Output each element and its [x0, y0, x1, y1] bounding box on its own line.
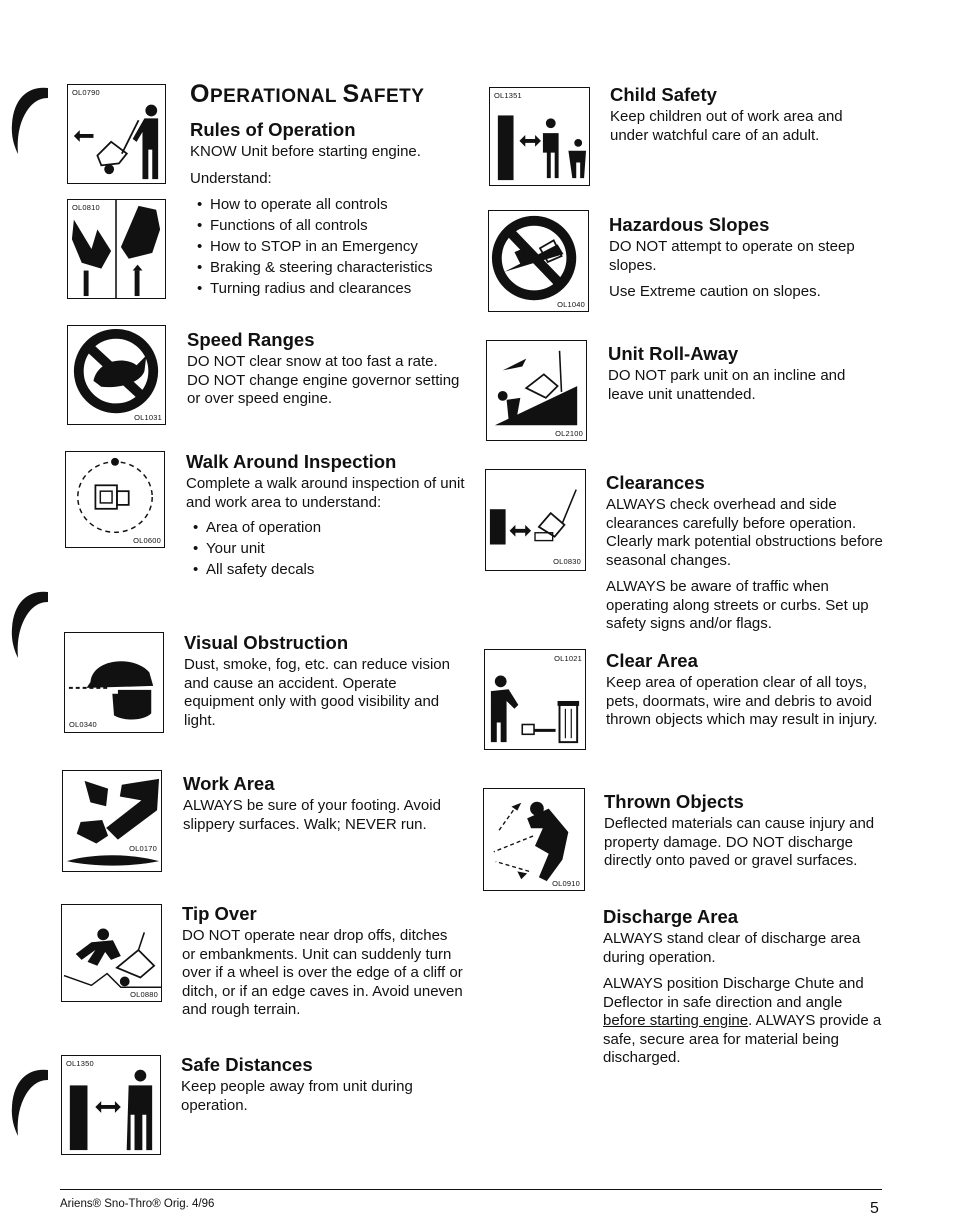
child-safety-icon	[489, 87, 590, 186]
section-text: Use Extreme caution on slopes.	[609, 283, 821, 300]
bullet-list	[186, 517, 466, 580]
icon-code: OL1040	[557, 300, 585, 309]
section-text: ALWAYS stand clear of discharge area during operation.	[603, 930, 861, 966]
icon-code: OL1031	[134, 413, 162, 422]
section-heading: Walk Around Inspection	[186, 451, 397, 472]
section-text: DO NOT clear snow at too fast a rate. DO NOT change engine governor setting or over speed engine.	[187, 353, 460, 407]
section-heading: Work Area	[183, 773, 275, 794]
bullet-list	[190, 194, 480, 299]
section-text: DO NOT attempt to operate on steep slopes.	[609, 238, 855, 274]
safe-distance-icon	[61, 1055, 161, 1155]
binder-hole-mark-top	[8, 84, 48, 156]
icon-code: OL0170	[129, 844, 157, 853]
section-heading: Speed Ranges	[187, 329, 315, 350]
section-heading: Rules of Operation	[190, 119, 356, 140]
section-text: Keep people away from unit during operation.	[181, 1078, 413, 1114]
list-item: • Braking & steering characteristics	[197, 259, 433, 276]
operator-snowthrower-icon	[67, 84, 166, 184]
icon-code: OL0340	[69, 720, 97, 729]
page-number: 5	[870, 1200, 879, 1217]
slip-hazard-icon	[62, 770, 162, 872]
section-child-safety	[610, 84, 875, 145]
icon-code: OL1021	[554, 654, 582, 663]
section-heading: Discharge Area	[603, 906, 739, 927]
section-speed-ranges	[187, 329, 462, 409]
list-item: • How to STOP in an Emergency	[197, 238, 418, 255]
section-heading: Visual Obstruction	[184, 632, 349, 653]
section-heading: Thrown Objects	[604, 791, 744, 812]
section-text: Understand:	[190, 169, 272, 187]
section-clearances	[606, 472, 891, 634]
icon-code: OL0600	[133, 536, 161, 545]
section-heading: Child Safety	[610, 84, 717, 105]
section-text: Complete a walk around inspection of unit and work area to understand:	[186, 475, 465, 511]
section-text: ALWAYS check overhead and side clearances carefully before operation. Clearly mark potential obstructions before seasonal changes.	[606, 496, 883, 569]
icon-code: OL2100	[555, 429, 583, 438]
page-title: OPERATIONAL SAFETY	[190, 80, 425, 108]
icon-code: OL0880	[130, 990, 158, 999]
clearance-icon	[485, 469, 586, 571]
no-speeding-rabbit-icon	[67, 325, 166, 425]
tip-over-icon	[61, 904, 162, 1002]
section-heading: Clearances	[606, 472, 705, 493]
thrown-objects-icon	[483, 788, 585, 891]
list-item: • Your unit	[193, 540, 265, 557]
section-tip-over	[182, 903, 464, 1020]
no-steep-slopes-icon	[488, 210, 589, 312]
footer-divider	[60, 1189, 882, 1190]
unit-rollaway-icon	[486, 340, 587, 441]
helmet-visibility-icon	[64, 632, 164, 733]
section-text: DO NOT park unit on an incline and leave unit unattended.	[608, 367, 846, 403]
section-unit-roll-away	[608, 343, 878, 404]
section-discharge-area	[603, 906, 888, 1068]
footer-document-id: Ariens® Sno-Thro® Orig. 4/96	[60, 1198, 215, 1210]
list-item: • Functions of all controls	[197, 217, 368, 234]
section-thrown-objects	[604, 791, 889, 871]
hand-foot-controls-icon	[67, 199, 166, 299]
section-clear-area	[606, 650, 891, 730]
section-text: ALWAYS be aware of traffic when operating along streets or curbs. Set up safety signs and/or flags.	[606, 578, 869, 632]
section-text: ALWAYS position Discharge Chute and Deflector in safe direction and angle before starting engine. ALWAYS provide a safe, secure area for material being discharged.	[603, 975, 882, 1066]
icon-code: OL0830	[553, 557, 581, 566]
list-item: • All safety decals	[193, 561, 315, 578]
clear-debris-icon	[484, 649, 586, 750]
list-item: • Turning radius and clearances	[197, 280, 412, 297]
list-item: • Area of operation	[193, 519, 322, 536]
section-heading: Hazardous Slopes	[609, 214, 770, 235]
icon-code: OL1350	[66, 1059, 94, 1068]
section-rules-of-operation	[190, 119, 480, 299]
section-visual-obstruction	[184, 632, 466, 730]
icon-code: OL0790	[72, 88, 100, 97]
icon-code: OL1351	[494, 91, 522, 100]
section-text: Deflected materials can cause injury and property damage. DO NOT discharge directly onto paved or gravel surfaces.	[604, 815, 875, 869]
binder-hole-mark-bottom	[8, 1066, 48, 1138]
section-text: Dust, smoke, fog, etc. can reduce vision and cause an accident. Operate equipment only with good visibility and light.	[184, 656, 450, 729]
section-hazardous-slopes	[609, 214, 879, 302]
section-text: DO NOT operate near drop offs, ditches or embankments. Unit can suddenly turn over if a wheel is over the edge of a cliff or ditch, or if an edge caves in. Avoid uneven and rough terrain.	[182, 927, 463, 1018]
section-heading: Safe Distances	[181, 1054, 313, 1075]
walk-around-inspection-icon	[65, 451, 165, 548]
section-walk-around-inspection	[186, 451, 466, 580]
section-safe-distances	[181, 1054, 441, 1115]
list-item: • How to operate all controls	[197, 196, 388, 213]
section-text: Keep area of operation clear of all toys, pets, doormats, wire and debris to avoid thrown objects which may result in injury.	[606, 674, 878, 728]
section-heading: Unit Roll-Away	[608, 343, 739, 364]
icon-code: OL0910	[552, 879, 580, 888]
section-work-area	[183, 773, 468, 834]
icon-code: OL0810	[72, 203, 100, 212]
section-text: Keep children out of work area and under watchful care of an adult.	[610, 108, 843, 144]
section-heading: Tip Over	[182, 903, 257, 924]
section-heading: Clear Area	[606, 650, 698, 671]
section-text: ALWAYS be sure of your footing. Avoid slippery surfaces. Walk; NEVER run.	[183, 797, 441, 833]
section-text: KNOW Unit before starting engine.	[190, 143, 421, 160]
binder-hole-mark-middle	[8, 588, 48, 660]
